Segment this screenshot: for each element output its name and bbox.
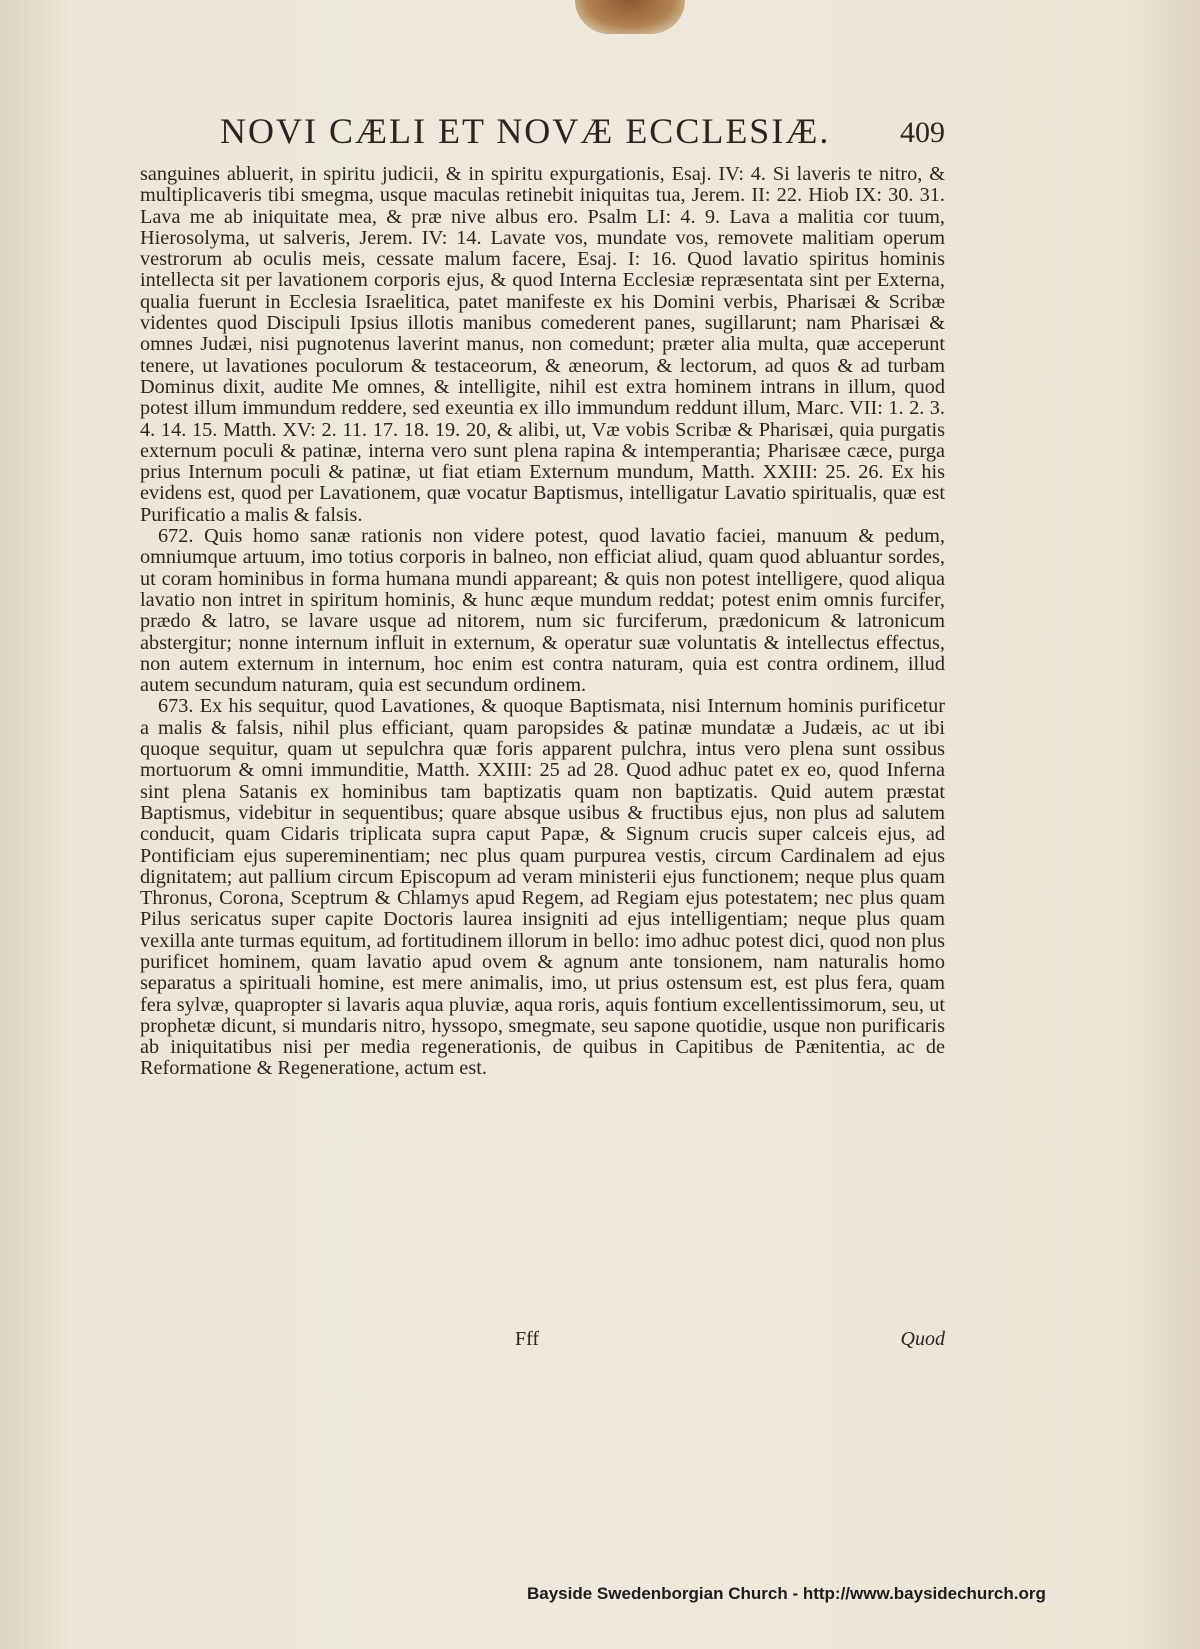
page-foot (140, 1328, 945, 1354)
body-text (140, 164, 945, 1080)
signature-mark: Fff (515, 1328, 540, 1350)
page-header (140, 110, 945, 160)
page-number: 409 (900, 116, 945, 149)
source-credit: Bayside Swedenborgian Church - http://www.baysidechurch.org (527, 1584, 1046, 1603)
catchword: Quod (900, 1328, 945, 1350)
paragraph-672: 672. Quis homo sanæ rationis non videre potest, quod lavatio faciei, manuum & pedum, omniumque artuum, imo totius corporis in balneo, non efficiat aliud, quam quod abluantur sordes, ut coram hominibus in forma humana mundi appareant; & quis non potest intelligere, quod aliqua lavatio non intret in spiritum hominis, & hunc æque mundum reddat; potest enim omnis furcifer, prædo & latro, se lavare usque ad nitorem, num sic furciferum, prædonicum & latronicum abstergitur; nonne internum influit in externum, & operatur suæ voluntatis & intellectus effectus, non autem externum in internum, hoc enim est contra naturam, quia est contra ordinem, illud autem secundum naturam, quia est secundum ordinem. (140, 525, 945, 697)
running-title: NOVI CÆLI ET NOVÆ ECCLESIÆ. (220, 111, 831, 151)
paragraph-673: 673. Ex his sequitur, quod Lavationes, & quoque Baptismata, nisi Internum hominis purificetur a malis & falsis, nihil plus efficiant, quam paropsides & patinæ mundatæ a Judæis, ac ut ibi quoque sequitur, quam ut sepulchra quæ foris apparent pulchra, intus vero plena sunt ossibus mortuorum & omni immunditie, Matth. XXIII: 25 ad 28. Quod adhuc patet ex eo, quod Inferna sint plena Satanis ex hominibus tam baptizatis quam non baptizatis. Quid autem præstat Baptismus, videbitur in sequentibus; quare absque usibus & fructibus ejus, non plus ad salutem conducit, quam Cidaris triplicata supra caput Papæ, & Signum crucis super calceis ejus, ad Pontificiam ejus supereminentiam; nec plus quam purpurea vestis, circum Cardinalem ad ejus dignitatem; aut pallium circum Episcopum ad veram ministerii ejus functionem; neque plus quam Thronus, Corona, Sceptrum & Chlamys apud Regem, ad Regiam ejus potestatem; nec plus quam Pilus sericatus super capite Doctoris laurea insigniti ad ejus intelligentiam; neque plus quam vexilla ante turmas equitum, ad fortitudinem illorum in bello: imo adhuc potest dici, quod non plus purificet hominem, quam lavatio apud ovem & agnum ante tonsionem, nam naturalis homo separatus a spirituali homine, est mere animalis, imo, ut prius ostensum est, est plus fera, quam fera sylvæ, quapropter si lavaris aqua pluviæ, aqua roris, aquis fontium excellentissimorum, seu, ut prophetæ dicunt, si mundaris nitro, hyssopo, smegmate, seu sapone quotidie, usque non purificaris ab iniquitatibus nisi per media regenerationis, de quibus in Capitibus de Pænitentia, ac de Reformatione & Regeneratione, actum est. (140, 695, 945, 1080)
page-stain (575, 0, 685, 34)
paragraph-continuation: sanguines abluerit, in spiritu judicii, & in spiritu expurgationis, Esaj. IV: 4. Si laveris te nitro, & multiplicaveris tibi smegma, usque maculas retinebit iniquitas tua, Jerem. II: 22. Hiob IX: 30. 31. Lava me ab iniquitate mea, & præ nive albus ero. Psalm LI: 4. 9. Lava a malitia cor tuum, Hierosolyma, ut salveris, Jerem. IV: 14. Lavate vos, mundate vos, removete malitiam operum vestrorum ab oculis meis, cessate malum facere, Esaj. I: 16. Quod lavatio spiritus hominis intellecta sit per lavationem corporis ejus, & quod Interna Ecclesiæ repræsentata sint per Externa, qualia fuerunt in Ecclesia Israelitica, patet manifeste ex his Domini verbis, Pharisæi & Scribæ videntes quod Discipuli Ipsius illotis manibus comederent panes, sugillarunt; nam Pharisæi & omnes Judæi, nisi pugnotenus laverint manus, non comedunt; præter alia multa, quæ acceperunt tenere, ut lavationes poculorum & testaceorum, & æneorum, & lectorum, ad quos & ad turbam Dominus dixit, audite Me omnes, & intelligite, nihil est extra hominem intrans in illum, quod potest illum immundum reddere, sed exeuntia ex illo immundum reddunt illum, Marc. VII: 1. 2. 3. 4. 14. 15. Matth. XV: 2. 11. 17. 18. 19. 20, & alibi, ut, Væ vobis Scribæ & Pharisæi, quia purgatis externum poculi & patinæ, interna vero sunt plena rapina & intemperantia; Pharisæe cæce, purga prius Internum poculi & patinæ, ut fiat etiam Externum mundum, Matth. XXIII: 25. 26. Ex his evidens est, quod per Lavationem, quæ vocatur Baptismus, intelligatur Lavatio spiritualis, quæ est Purificatio a malis & falsis. (140, 163, 945, 526)
